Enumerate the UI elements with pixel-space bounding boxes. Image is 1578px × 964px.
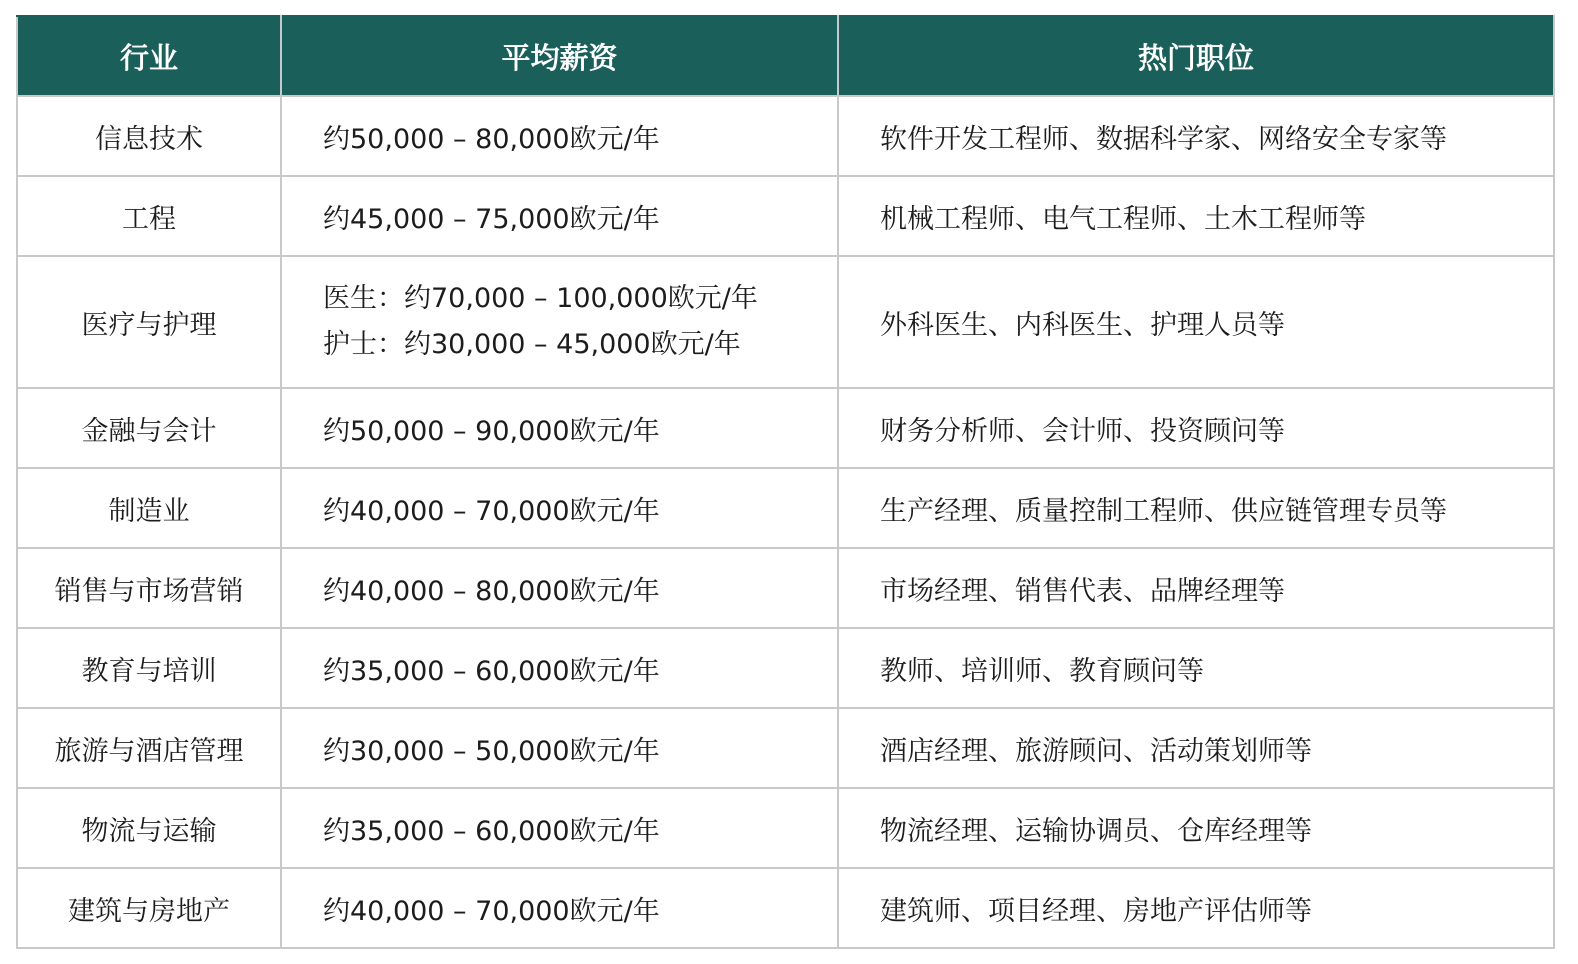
salary-line-doctor: 医生：约70,000 – 100,000欧元/年 bbox=[323, 283, 758, 314]
table-row bbox=[17, 256, 1554, 388]
table-row bbox=[17, 788, 1554, 868]
table-row bbox=[17, 176, 1554, 256]
jobs-cell: 建筑师、项目经理、房地产评估师等 bbox=[838, 868, 1554, 948]
salary-cell: 约45,000 – 75,000欧元/年 bbox=[281, 176, 838, 256]
industry-cell: 物流与运输 bbox=[17, 788, 281, 868]
salary-table-container bbox=[16, 15, 1553, 949]
salary-line-nurse: 护士：约30,000 – 45,000欧元/年 bbox=[323, 329, 741, 360]
industry-cell: 工程 bbox=[17, 176, 281, 256]
jobs-cell: 财务分析师、会计师、投资顾问等 bbox=[838, 388, 1554, 468]
industry-cell: 金融与会计 bbox=[17, 388, 281, 468]
jobs-cell: 市场经理、销售代表、品牌经理等 bbox=[838, 548, 1554, 628]
salary-cell: 约35,000 – 60,000欧元/年 bbox=[281, 788, 838, 868]
salary-cell: 约50,000 – 80,000欧元/年 bbox=[281, 96, 838, 176]
industry-cell: 销售与市场营销 bbox=[17, 548, 281, 628]
industry-cell: 建筑与房地产 bbox=[17, 868, 281, 948]
salary-cell: 约40,000 – 80,000欧元/年 bbox=[281, 548, 838, 628]
table-row bbox=[17, 628, 1554, 708]
table-row bbox=[17, 388, 1554, 468]
table-row bbox=[17, 868, 1554, 948]
header-industry: 行业 bbox=[17, 16, 281, 96]
jobs-cell: 外科医生、内科医生、护理人员等 bbox=[838, 256, 1554, 388]
salary-cell: 约40,000 – 70,000欧元/年 bbox=[281, 468, 838, 548]
jobs-cell: 教师、培训师、教育顾问等 bbox=[838, 628, 1554, 708]
salary-cell: 约40,000 – 70,000欧元/年 bbox=[281, 868, 838, 948]
jobs-cell: 酒店经理、旅游顾问、活动策划师等 bbox=[838, 708, 1554, 788]
table-row bbox=[17, 468, 1554, 548]
table-row bbox=[17, 708, 1554, 788]
header-salary: 平均薪资 bbox=[281, 16, 838, 96]
jobs-cell: 生产经理、质量控制工程师、供应链管理专员等 bbox=[838, 468, 1554, 548]
header-jobs: 热门职位 bbox=[838, 16, 1554, 96]
salary-cell bbox=[281, 256, 838, 388]
jobs-cell: 机械工程师、电气工程师、土木工程师等 bbox=[838, 176, 1554, 256]
industry-cell: 信息技术 bbox=[17, 96, 281, 176]
jobs-cell: 软件开发工程师、数据科学家、网络安全专家等 bbox=[838, 96, 1554, 176]
salary-cell: 约35,000 – 60,000欧元/年 bbox=[281, 628, 838, 708]
industry-cell: 教育与培训 bbox=[17, 628, 281, 708]
salary-table bbox=[16, 15, 1555, 949]
salary-cell: 约50,000 – 90,000欧元/年 bbox=[281, 388, 838, 468]
table-row bbox=[17, 548, 1554, 628]
salary-cell: 约30,000 – 50,000欧元/年 bbox=[281, 708, 838, 788]
industry-cell: 旅游与酒店管理 bbox=[17, 708, 281, 788]
industry-cell: 制造业 bbox=[17, 468, 281, 548]
table-header-row bbox=[17, 16, 1554, 96]
table-row bbox=[17, 96, 1554, 176]
industry-cell: 医疗与护理 bbox=[17, 256, 281, 388]
jobs-cell: 物流经理、运输协调员、仓库经理等 bbox=[838, 788, 1554, 868]
